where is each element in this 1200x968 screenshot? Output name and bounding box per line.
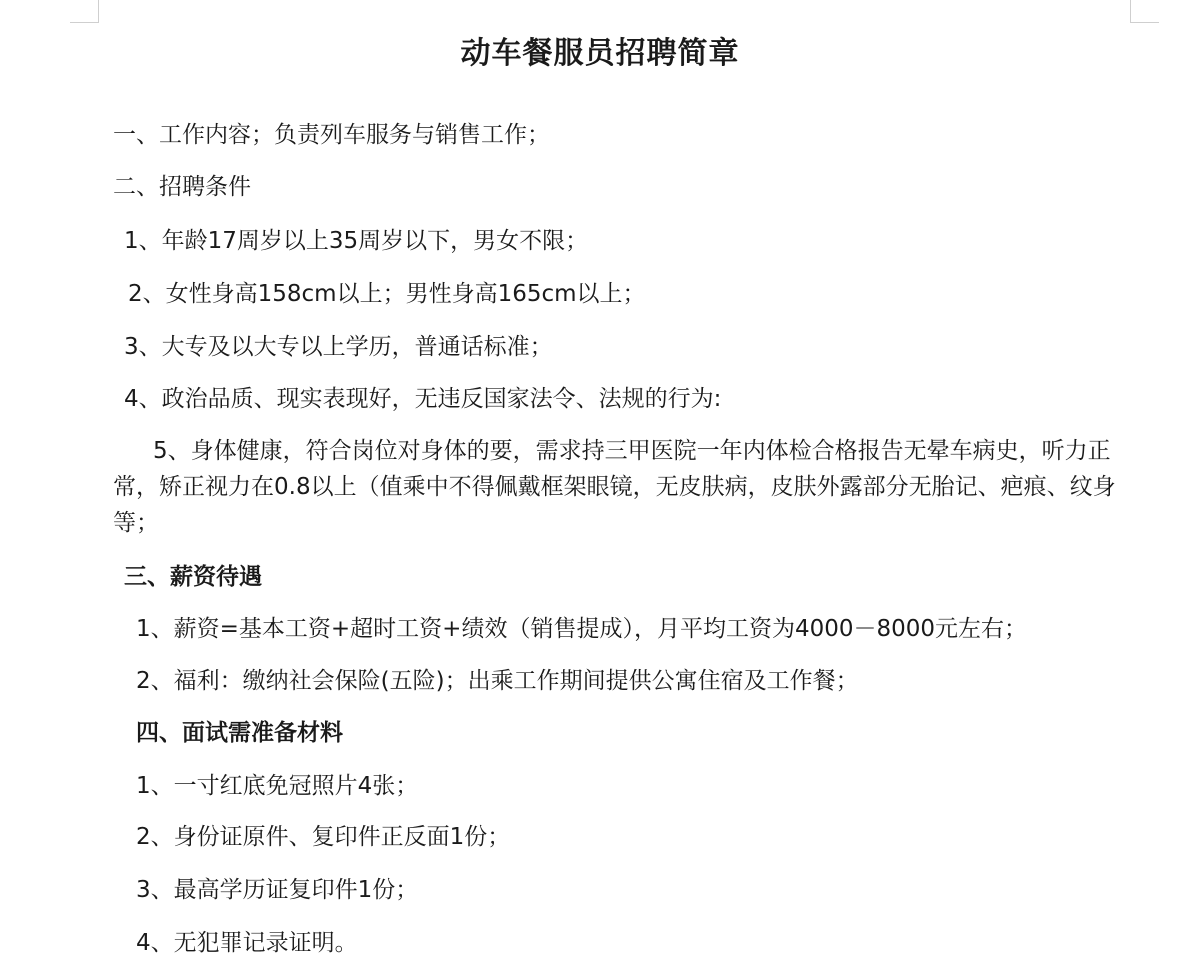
requirement-item-age: 1、年龄17周岁以上35周岁以下，男女不限；	[124, 228, 589, 254]
salary-item-benefits: 2、福利：缴纳社会保险(五险)；出乘工作期间提供公寓住宿及工作餐；	[136, 668, 859, 694]
material-item-id-card: 2、身份证原件、复印件正反面1份；	[136, 824, 511, 850]
section-work-content: 一、工作内容；负责列车服务与销售工作；	[113, 122, 550, 148]
salary-item-pay: 1、薪资=基本工资+超时工资+绩效（销售提成），月平均工资为4000－8000元左右；	[136, 616, 1028, 642]
top-left-corner-mark	[70, 0, 99, 23]
material-item-photo: 1、一寸红底免冠照片4张；	[136, 773, 419, 799]
material-item-no-criminal-record: 4、无犯罪记录证明。	[136, 930, 358, 956]
page-title: 动车餐服员招聘简章	[460, 36, 740, 71]
section-salary-heading: 三、薪资待遇	[124, 564, 262, 590]
requirement-item-education: 3、大专及以大专以上学历，普通话标准；	[124, 334, 553, 360]
requirement-item-height: 2、女性身高158cm以上；男性身高165cm以上；	[128, 281, 646, 307]
section-requirements-heading: 二、招聘条件	[113, 174, 251, 200]
top-right-corner-mark	[1130, 0, 1159, 23]
section-materials-heading: 四、面试需准备材料	[136, 720, 343, 746]
requirement-item-health: 5、身体健康，符合岗位对身体的要，需求持三甲医院一年内体检合格报告无晕车病史，听力正常，矫正视力在0.8以上（值乘中不得佩戴框架眼镜，无皮肤病，皮肤外露部分无胎记、疤痕、纹身等；	[113, 438, 1116, 536]
material-item-diploma: 3、最高学历证复印件1份；	[136, 877, 419, 903]
requirement-item-political: 4、政治品质、现实表现好，无违反国家法令、法规的行为:	[124, 386, 722, 412]
